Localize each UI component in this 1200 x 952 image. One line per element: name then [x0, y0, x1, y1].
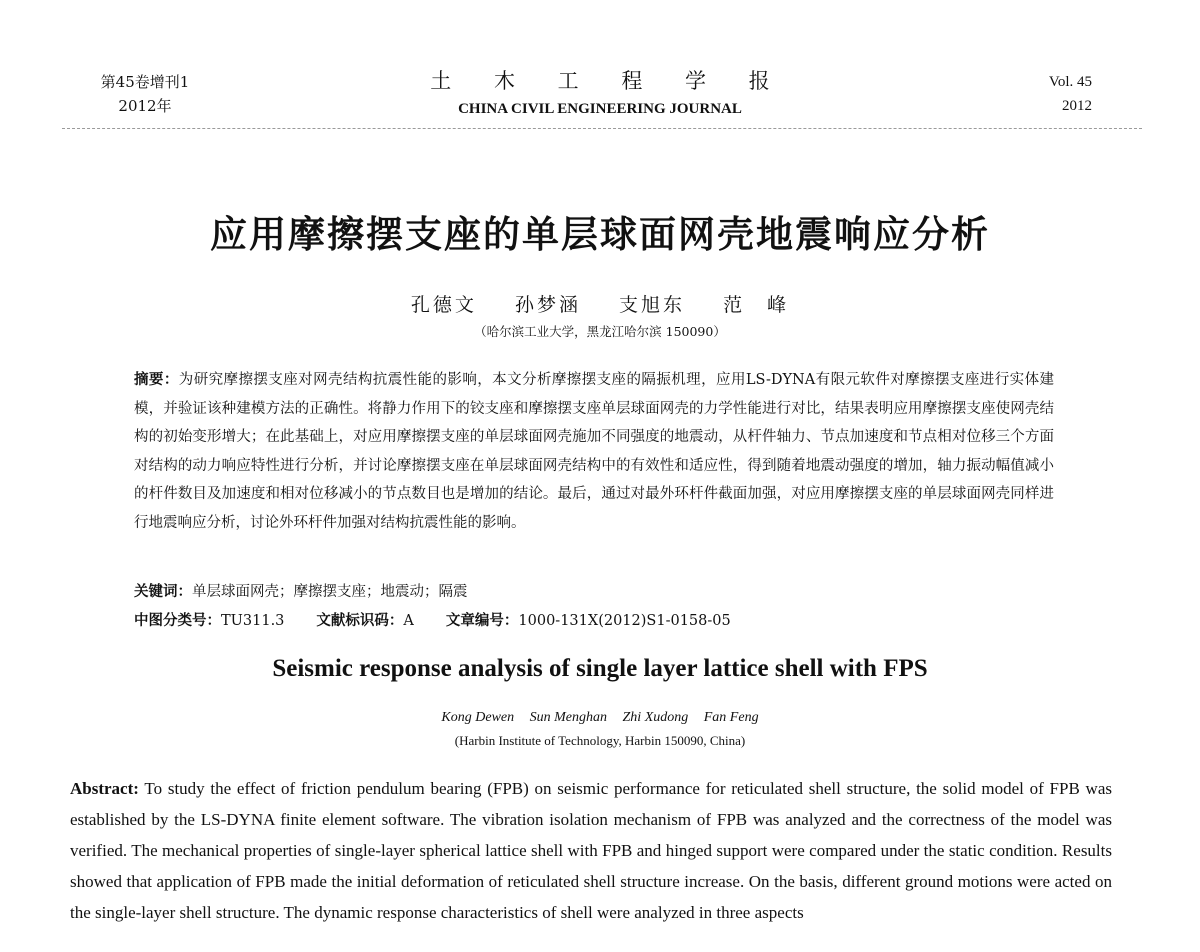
journal-year: 2012 [1062, 98, 1092, 114]
keywords-label: 关键词： [134, 584, 192, 600]
paper-title-cn: 应用摩擦摆支座的单层球面网壳地震响应分析 [210, 213, 990, 256]
abstract-en [70, 773, 1112, 928]
author-cn: 孔德文 [410, 294, 477, 316]
journal-issue: 第45卷增刊1 [100, 73, 190, 91]
journal-volume-info [1012, 70, 1092, 118]
doc-code-label: 文献标识码： [316, 613, 404, 629]
authors-cn [0, 291, 1200, 319]
paper-title-en: Seismic response analysis of single layer lattice shell with FPS [272, 655, 928, 682]
affiliation-en: (Harbin Institute of Technology, Harbin 150090, China) [454, 733, 746, 748]
journal-year-cn: 2012年 [118, 97, 172, 115]
abstract-en-text: To study the effect of friction pendulum bearing (FPB) on seismic performance for reticulated shell structure, the solid model of FPB was established by the LS-DYNA finite element software. The vibration isolation mechanism of FPB was analyzed and the correctness of the model was verified. The mechanical properties of single-layer spherical lattice shell with FPB and hinged support were compared under the static condition. Results showed that application of FPB made the initial deformation of reticulated shell structure increase. On the basis, different ground motions were acted on the single-layer shell structure. The dynamic response characteristics of shell were analyzed in three aspects [70, 779, 1112, 922]
keywords-text: 单层球面网壳；摩擦摆支座；地震动；隔震 [192, 584, 468, 600]
abstract-cn-label: 摘要： [134, 372, 179, 388]
doc-code-value: A [403, 613, 414, 629]
journal-masthead [330, 66, 870, 120]
author-en: Kong Dewen [441, 710, 515, 725]
author-cn: 支旭东 [619, 294, 686, 316]
author-en: Zhi Xudong [622, 710, 689, 725]
abstract-en-label: Abstract: [70, 779, 139, 798]
author-en: Sun Menghan [529, 710, 608, 725]
classification-line [134, 608, 731, 634]
author-en: Fan Feng [703, 710, 759, 725]
author-cn: 范 峰 [723, 294, 790, 316]
clc-value: TU311.3 [221, 613, 285, 629]
affiliation-cn: （哈尔滨工业大学，黑龙江哈尔滨 150090） [474, 324, 726, 339]
abstract-cn-text: 为研究摩擦摆支座对网壳结构抗震性能的影响，本文分析摩擦摆支座的隔振机理，应用LS-DYNA有限元软件对摩擦摆支座进行实体建模，并验证该种建模方法的正确性。将静力作用下的铰支座和摩擦摆支座单层球面网壳的力学性能进行对比，结果表明应用摩擦摆支座使网壳结构的初始变形增大；在此基础上，对应用摩擦摆支座的单层球面网壳施加不同强度的地震动，从杆件轴力、节点加速度和节点相对位移三个方面对结构的动力响应特性进行分析，并讨论摩擦摆支座在单层球面网壳结构中的有效性和适应性，得到随着地震动强度的增加，轴力振动幅值减小的杆件数目及加速度和相对位移减小的节点数目也是增加的结论。最后，通过对最外环杆件截面加强，对应用摩擦摆支座的单层球面网壳同样进行地震响应分析，讨论外环杆件加强对结构抗震性能的影响。 [134, 372, 1054, 531]
journal-issue-info [70, 70, 220, 118]
header-divider [62, 128, 1142, 129]
journal-title-en: CHINA CIVIL ENGINEERING JOURNAL [458, 101, 742, 117]
article-no-label: 文章编号： [445, 613, 519, 629]
authors-en [0, 707, 1200, 729]
article-no-value: 1000-131X(2012)S1-0158-05 [518, 613, 731, 629]
journal-volume: Vol. 45 [1048, 74, 1092, 90]
keywords-cn [134, 579, 468, 605]
journal-title-cn: 土 木 工 程 学 报 [430, 69, 788, 93]
clc-label: 中图分类号： [134, 613, 221, 629]
abstract-cn [134, 366, 1054, 537]
author-cn: 孙梦涵 [514, 294, 581, 316]
